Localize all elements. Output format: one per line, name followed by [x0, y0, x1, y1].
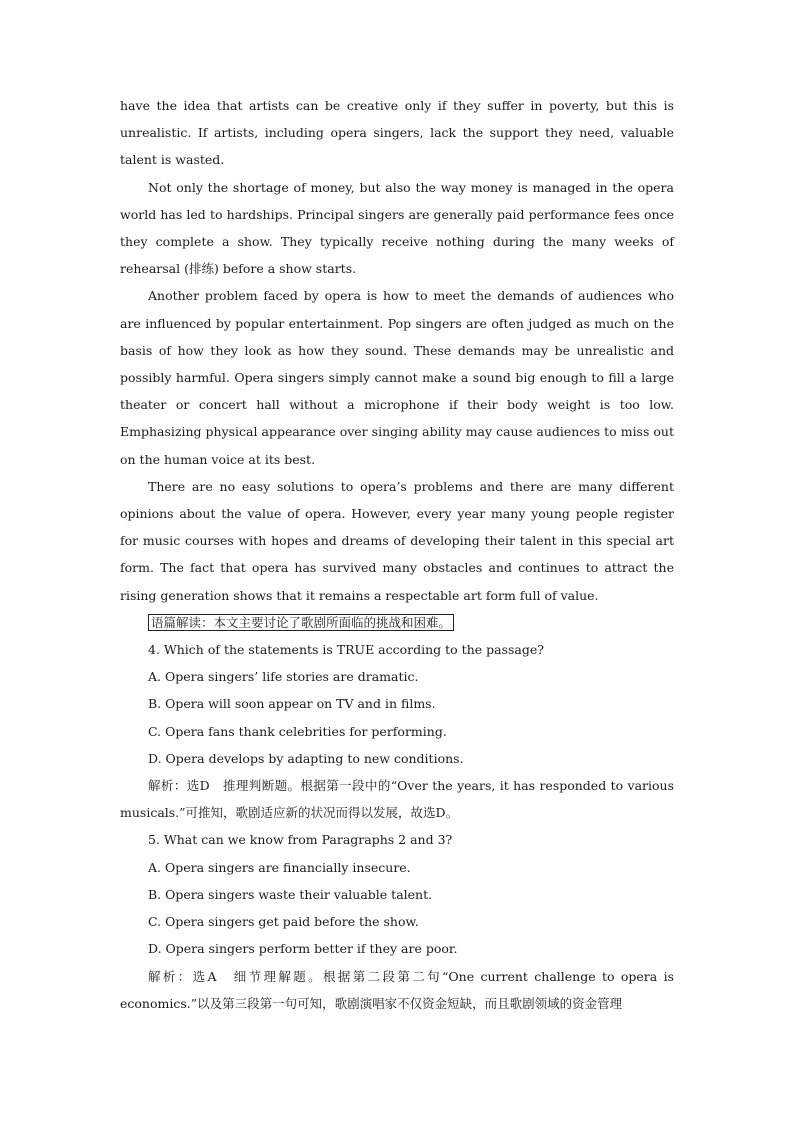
passage-paragraph-1-continuation: have the idea that artists can be creative only if they suffer in poverty, but this is unrealistic. If artists, including opera singers, lack the support they need, valuable talent is wasted.: [120, 98, 674, 168]
question-analysis: 解析：选A 细节理解题。根据第二段第二句“One current challenge to opera is economics.”以及第三段第一句可知，歌剧演唱家不仅资金短缺，而且歌剧领域的资金管理: [120, 968, 674, 1011]
passage-paragraph-3: Another problem faced by opera is how to meet the demands of audiences who are influenced by popular entertainment. Pop singers are often judged as much on the basis of how they look as how they sound. These demands may be unrealistic and possibly harmful. Opera singers simply cannot make a sound big enough to fill a large theater or concert hall without a microphone if their body weight is too low. Emphasizing physical appearance over singing ability may cause audiences to miss out on the human voice at its best.: [120, 288, 674, 467]
question-4: [120, 636, 674, 826]
passage-paragraph-4: There are no easy solutions to opera’s problems and there are many different opinions about the value of opera. However, every year many young people register for music courses with hopes and dreams of developing their talent in this special art form. The fact that opera has survived many obstacles and continues to attract the rising generation shows that it remains a respectable art form full of value.: [120, 478, 674, 603]
question-analysis: 解析：选D 推理判断题。根据第一段中的“Over the years, it has responded to various musicals.”可推知，歌剧适应新的状况而得以发展，故选D。: [120, 778, 674, 821]
option-d: D. Opera singers perform better if they are poor.: [148, 941, 458, 957]
question-5: [120, 826, 674, 1016]
option-d: D. Opera develops by adapting to new conditions.: [148, 750, 464, 766]
option-b: B. Opera singers waste their valuable talent.: [148, 886, 433, 902]
option-b: B. Opera will soon appear on TV and in films.: [148, 696, 436, 712]
option-c: C. Opera singers get paid before the show.: [148, 914, 419, 930]
reading-note-box: 语篇解读：本文主要讨论了歌剧所面临的挑战和困难。: [148, 614, 454, 631]
document-body: [120, 92, 674, 1017]
reading-note-row: [120, 609, 674, 636]
question-stem: 5. What can we know from Paragraphs 2 and 3?: [148, 832, 453, 848]
passage-paragraph-2: Not only the shortage of money, but also the way money is managed in the opera world has led to hardships. Principal singers are generally paid performance fees once they complete a show. They typically receive nothing during the many weeks of rehearsal (排练) before a show starts.: [120, 179, 674, 277]
option-c: C. Opera fans thank celebrities for performing.: [148, 723, 447, 739]
option-a: A. Opera singers are financially insecure.: [148, 859, 411, 875]
option-a: A. Opera singers’ life stories are dramatic.: [148, 669, 419, 685]
question-stem: 4. Which of the statements is TRUE according to the passage?: [148, 642, 544, 658]
